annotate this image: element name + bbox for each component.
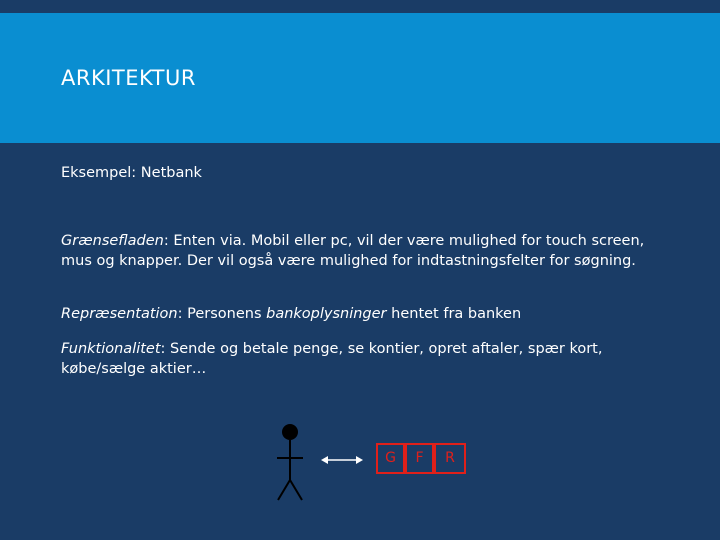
paragraph-functionality bbox=[61, 339, 661, 379]
term-interface: Grænsefladen bbox=[61, 233, 164, 249]
paragraph-representation-text-before: : Personens bbox=[177, 306, 267, 322]
paragraph-interface-text: : Enten via. Mobil eller pc, vil der være mulighed for touch screen, mus og knapper. Der vil også være mulighed for indtastningsfelter for søgning. bbox=[61, 233, 645, 269]
term-representation: Repræsentation bbox=[61, 306, 178, 322]
double-arrow-icon bbox=[321, 456, 363, 464]
box-g: G bbox=[376, 443, 405, 474]
example-line: Eksempel: Netbank bbox=[61, 165, 202, 181]
term-functionality: Funktionalitet bbox=[61, 341, 161, 357]
paragraph-functionality-text: : Sende og betale penge, se kontier, opret aftaler, spær kort, købe/sælge aktier… bbox=[61, 341, 603, 377]
emphasis-bank-info: bankoplysninger bbox=[266, 306, 387, 322]
slide-title: ARKITEKTUR bbox=[61, 66, 196, 90]
stick-figure-icon bbox=[277, 424, 303, 500]
paragraph-representation bbox=[61, 304, 661, 324]
paragraph-representation-text-after: hentet fra banken bbox=[386, 306, 522, 322]
box-f: F bbox=[405, 443, 434, 474]
paragraph-interface bbox=[61, 231, 661, 271]
box-r: R bbox=[434, 443, 466, 474]
